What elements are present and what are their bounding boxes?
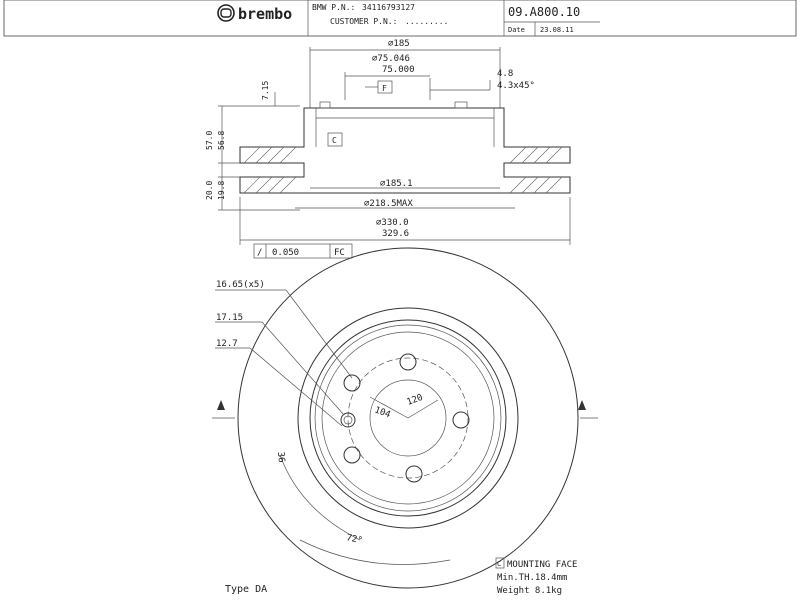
dim-57-0: 57.0 [205, 130, 214, 150]
notes-min-thickness: Min.TH.18.4mm [497, 573, 568, 583]
chamfer-4-3: 4.3x45° [497, 81, 535, 91]
dim-12-7: 12.7 [216, 339, 238, 349]
section-arrow-right-icon [578, 400, 586, 410]
dim-75-000: 75.000 [382, 65, 415, 75]
tolerance-symbol: / [257, 248, 263, 258]
bolt-hole [344, 375, 360, 391]
pcd-104: 104 [372, 405, 392, 421]
date-label: Date [508, 26, 525, 34]
bolt-hole [453, 412, 469, 428]
datum-f-label: F [382, 84, 387, 93]
pcd-120: 120 [405, 392, 425, 408]
dim-329-6: 329.6 [382, 229, 410, 239]
notes-block [225, 558, 577, 596]
bolt-hole [344, 447, 360, 463]
dim-330-0: ∅330.0 [376, 218, 409, 228]
tolerance-value: 0.050 [272, 248, 300, 258]
disc-type: Type DA [225, 584, 268, 595]
dim-218-5: ∅218.5MAX [364, 199, 413, 209]
angle-72: 72° [345, 533, 364, 547]
customer-value: ......... [405, 17, 449, 26]
dim-20-0: 20.0 [205, 180, 214, 200]
brembo-logo-icon [218, 5, 234, 21]
date-value: 23.08.11 [540, 26, 574, 34]
dim-56-8: 56.8 [217, 130, 226, 150]
dim-36: 36 [275, 451, 286, 464]
part-number: 09.A800.10 [508, 5, 581, 19]
hole-dia-label: 16.65(x5) [216, 280, 265, 290]
dim-75-046: ∅75.046 [372, 54, 410, 64]
title-block [4, 0, 796, 36]
front-view [212, 248, 598, 588]
oe-number: 34116793127 [362, 3, 415, 12]
customer-label: CUSTOMER P.N.: [330, 17, 398, 26]
notes-weight: Weight 8.1kg [497, 586, 563, 596]
dim-19-8: 19.8 [217, 180, 226, 200]
dim-185: ∅185 [388, 39, 410, 49]
section-view [205, 39, 570, 258]
notes-c-key: C [497, 560, 502, 568]
dim-17-15: 17.15 [216, 313, 244, 323]
bolt-hole [400, 354, 416, 370]
dim-7-15: 7.15 [261, 80, 270, 100]
notes-mounting-face: MOUNTING FACE [507, 560, 578, 570]
oe-label: BMW P.N.: [312, 3, 356, 12]
chamfer-4-8: 4.8 [497, 69, 514, 79]
dim-185-1: ∅185.1 [380, 179, 413, 189]
section-arrow-left-icon [217, 400, 225, 410]
bolt-hole [406, 466, 422, 482]
datum-c-label: C [332, 136, 337, 145]
tolerance-datum: FC [334, 248, 345, 258]
brand-name: brembo [238, 5, 293, 23]
